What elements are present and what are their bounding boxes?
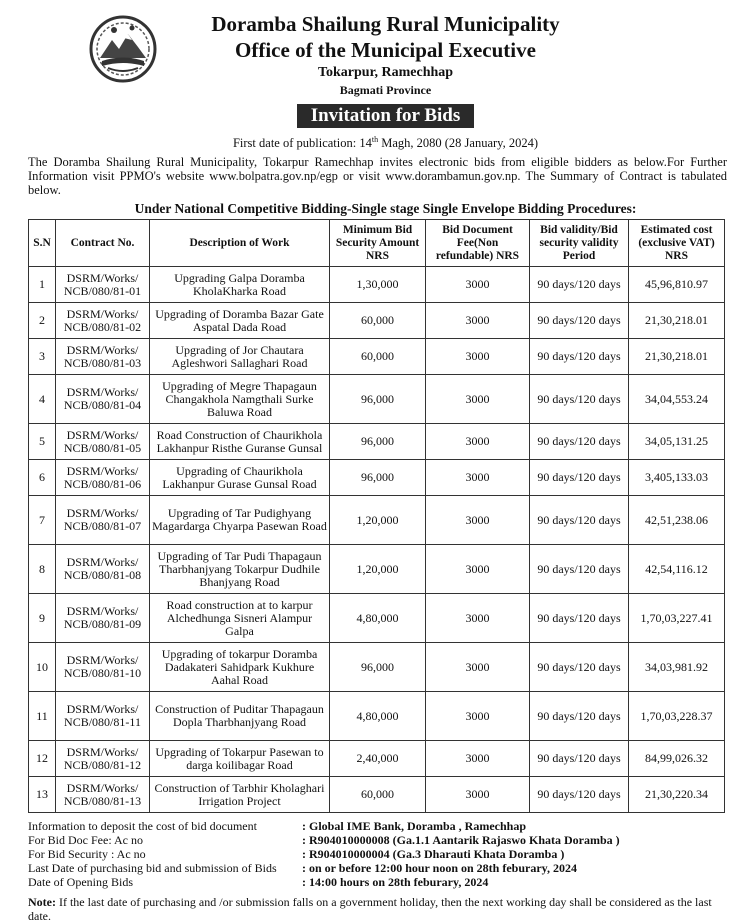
table-row (29, 267, 725, 303)
info-label: Last Date of purchasing bid and submission of Bids (28, 861, 277, 876)
cell-description: Road Construction of Chaurikhola Lakhanpur Risthe Guranse Gunsal (150, 424, 330, 460)
procedure-heading: Under National Competitive Bidding-Single stage Single Envelope Bidding Procedures: (134, 201, 637, 217)
cell-estimated-cost: 21,30,220.34 (629, 777, 725, 813)
cell-description: Upgrading of Tokarpur Pasewan to darga koilibagar Road (150, 741, 330, 777)
cell-description: Upgrading of Doramba Bazar Gate Aspatal Dada Road (150, 303, 330, 339)
info-row (28, 875, 751, 889)
cell-validity: 90 days/120 days (530, 424, 629, 460)
cell-doc-fee: 3000 (426, 303, 530, 339)
cell-bid-security: 1,20,000 (330, 496, 426, 545)
cell-description: Construction of Puditar Thapagaun Dopla Tharbhanjyang Road (150, 692, 330, 741)
cell-doc-fee: 3000 (426, 496, 530, 545)
header-contract-no: Contract No. (56, 220, 150, 267)
note (28, 895, 727, 923)
table-row (29, 777, 725, 813)
table-row (29, 424, 725, 460)
pub-date-prefix: First date of publication: 14 (232, 136, 372, 151)
cell-doc-fee: 3000 (426, 460, 530, 496)
cell-contract-no: DSRM/Works/ NCB/080/81-11 (56, 692, 150, 741)
cell-description: Upgrading of Tar Pudi Thapagaun Tharbhanjyang Tokarpur Dudhile Bhanjyang Road (150, 545, 330, 594)
cell-bid-security: 60,000 (330, 339, 426, 375)
info-row (28, 819, 751, 833)
info-value: : R904010000008 (Ga.1.1 Aantarik Rajaswo Khata Doramba ) (302, 833, 620, 848)
cell-bid-security: 4,80,000 (330, 692, 426, 741)
cell-sn: 10 (29, 643, 56, 692)
cell-validity: 90 days/120 days (530, 303, 629, 339)
intro-paragraph: The Doramba Shailung Rural Municipality, Tokarpur Ramechhap invites electronic bids from eligible bidders as below.For Further Information visit PPMO's website www.bolpatra.gov.np/egp or visit www.dorambamun.gov.np. The Summary of Contract is tabulated below. (28, 155, 727, 198)
cell-doc-fee: 3000 (426, 424, 530, 460)
cell-sn: 6 (29, 460, 56, 496)
table-row (29, 692, 725, 741)
cell-description: Upgrading of Jor Chautara Agleshwori Sallaghari Road (150, 339, 330, 375)
cell-description: Upgrading Galpa Doramba KholaKharka Road (150, 267, 330, 303)
cell-sn: 3 (29, 339, 56, 375)
note-text: If the last date of purchasing and /or submission falls on a government holiday, then the next working day shall be considered as the last date. (28, 895, 712, 923)
info-row (28, 861, 751, 875)
cell-bid-security: 60,000 (330, 303, 426, 339)
cell-doc-fee: 3000 (426, 741, 530, 777)
note-label: Note: (28, 895, 56, 910)
cell-estimated-cost: 42,54,116.12 (629, 545, 725, 594)
info-row (28, 847, 751, 861)
cell-contract-no: DSRM/Works/ NCB/080/81-03 (56, 339, 150, 375)
cell-validity: 90 days/120 days (530, 594, 629, 643)
header-sn: S.N (29, 220, 56, 267)
cell-doc-fee: 3000 (426, 545, 530, 594)
cell-sn: 13 (29, 777, 56, 813)
cell-validity: 90 days/120 days (530, 643, 629, 692)
cell-description: Construction of Tarbhir Kholaghari Irrigation Project (150, 777, 330, 813)
cell-sn: 7 (29, 496, 56, 545)
cell-estimated-cost: 1,70,03,228.37 (629, 692, 725, 741)
pub-date-sup: th (371, 135, 379, 144)
header-bid-security: Minimum Bid Security Amount NRS (330, 220, 426, 267)
cell-sn: 5 (29, 424, 56, 460)
cell-estimated-cost: 42,51,238.06 (629, 496, 725, 545)
pub-date-suffix: Magh, 2080 (28 January, 2024) (378, 136, 539, 151)
cell-sn: 4 (29, 375, 56, 424)
cell-estimated-cost: 3,405,133.03 (629, 460, 725, 496)
cell-contract-no: DSRM/Works/ NCB/080/81-07 (56, 496, 150, 545)
table-row (29, 496, 725, 545)
cell-doc-fee: 3000 (426, 267, 530, 303)
cell-doc-fee: 3000 (426, 375, 530, 424)
cell-contract-no: DSRM/Works/ NCB/080/81-04 (56, 375, 150, 424)
info-label: Date of Opening Bids (28, 875, 133, 890)
table-row (29, 594, 725, 643)
cell-sn: 11 (29, 692, 56, 741)
cell-sn: 1 (29, 267, 56, 303)
table-row (29, 460, 725, 496)
cell-bid-security: 1,30,000 (330, 267, 426, 303)
office-name: Office of the Municipal Executive (235, 38, 536, 62)
bank-info (28, 819, 751, 889)
info-label: For Bid Security : Ac no (28, 847, 146, 862)
cell-validity: 90 days/120 days (530, 267, 629, 303)
header (0, 0, 751, 100)
cell-contract-no: DSRM/Works/ NCB/080/81-13 (56, 777, 150, 813)
cell-contract-no: DSRM/Works/ NCB/080/81-05 (56, 424, 150, 460)
table-row (29, 375, 725, 424)
cell-contract-no: DSRM/Works/ NCB/080/81-06 (56, 460, 150, 496)
table-row (29, 643, 725, 692)
info-value: : 14:00 hours on 28th feburary, 2024 (302, 875, 489, 890)
info-row (28, 833, 751, 847)
cell-doc-fee: 3000 (426, 692, 530, 741)
page-title: Invitation for Bids (297, 104, 475, 128)
publication-date (0, 132, 751, 151)
table-row (29, 339, 725, 375)
cell-sn: 9 (29, 594, 56, 643)
cell-sn: 2 (29, 303, 56, 339)
cell-doc-fee: 3000 (426, 339, 530, 375)
cell-validity: 90 days/120 days (530, 460, 629, 496)
table-row (29, 303, 725, 339)
cell-validity: 90 days/120 days (530, 339, 629, 375)
cell-validity: 90 days/120 days (530, 496, 629, 545)
cell-sn: 12 (29, 741, 56, 777)
bids-table (28, 219, 725, 813)
cell-contract-no: DSRM/Works/ NCB/080/81-12 (56, 741, 150, 777)
header-doc-fee: Bid Document Fee(Non refundable) NRS (426, 220, 530, 267)
province: Bagmati Province (339, 83, 432, 97)
cell-bid-security: 1,20,000 (330, 545, 426, 594)
cell-bid-security: 96,000 (330, 460, 426, 496)
cell-bid-security: 60,000 (330, 777, 426, 813)
cell-description: Road construction at to karpur Alchedhunga Sisneri Alampur Galpa (150, 594, 330, 643)
info-value: : on or before 12:00 hour noon on 28th feburary, 2024 (302, 861, 578, 876)
location: Tokarpur, Ramechhap (317, 65, 454, 80)
header-estimated-cost: Estimated cost (exclusive VAT) NRS (629, 220, 725, 267)
cell-sn: 8 (29, 545, 56, 594)
cell-validity: 90 days/120 days (530, 741, 629, 777)
info-label: Information to deposit the cost of bid document (28, 819, 257, 834)
cell-bid-security: 2,40,000 (330, 741, 426, 777)
cell-bid-security: 4,80,000 (330, 594, 426, 643)
cell-description: Upgrading of Megre Thapagaun Changakhola Namgthali Surke Baluwa Road (150, 375, 330, 424)
info-value: : Global IME Bank, Doramba , Ramechhap (302, 819, 527, 834)
cell-description: Upgrading of Tar Pudighyang Magardarga Chyarpa Pasewan Road (150, 496, 330, 545)
cell-contract-no: DSRM/Works/ NCB/080/81-09 (56, 594, 150, 643)
cell-estimated-cost: 21,30,218.01 (629, 303, 725, 339)
cell-estimated-cost: 34,03,981.92 (629, 643, 725, 692)
municipality-name: Doramba Shailung Rural Municipality (211, 12, 560, 36)
cell-validity: 90 days/120 days (530, 692, 629, 741)
info-label: For Bid Doc Fee: Ac no (28, 833, 143, 848)
cell-estimated-cost: 1,70,03,227.41 (629, 594, 725, 643)
cell-bid-security: 96,000 (330, 424, 426, 460)
cell-doc-fee: 3000 (426, 777, 530, 813)
header-description: Description of Work (150, 220, 330, 267)
cell-description: Upgrading of tokarpur Doramba Dadakateri Sahidpark Kukhure Aahal Road (150, 643, 330, 692)
cell-estimated-cost: 21,30,218.01 (629, 339, 725, 375)
table-row (29, 545, 725, 594)
cell-contract-no: DSRM/Works/ NCB/080/81-01 (56, 267, 150, 303)
cell-doc-fee: 3000 (426, 643, 530, 692)
info-value: : R904010000004 (Ga.3 Dharauti Khata Doramba ) (302, 847, 565, 862)
table-header-row (29, 220, 725, 267)
header-validity: Bid validity/Bid security validity Period (530, 220, 629, 267)
cell-validity: 90 days/120 days (530, 375, 629, 424)
cell-contract-no: DSRM/Works/ NCB/080/81-10 (56, 643, 150, 692)
cell-estimated-cost: 84,99,026.32 (629, 741, 725, 777)
cell-doc-fee: 3000 (426, 594, 530, 643)
cell-validity: 90 days/120 days (530, 545, 629, 594)
cell-contract-no: DSRM/Works/ NCB/080/81-08 (56, 545, 150, 594)
cell-description: Upgrading of Chaurikhola Lakhanpur Gurase Gunsal Road (150, 460, 330, 496)
cell-estimated-cost: 34,04,553.24 (629, 375, 725, 424)
table-row (29, 741, 725, 777)
cell-bid-security: 96,000 (330, 643, 426, 692)
cell-estimated-cost: 45,96,810.97 (629, 267, 725, 303)
cell-bid-security: 96,000 (330, 375, 426, 424)
cell-validity: 90 days/120 days (530, 777, 629, 813)
cell-contract-no: DSRM/Works/ NCB/080/81-02 (56, 303, 150, 339)
cell-estimated-cost: 34,05,131.25 (629, 424, 725, 460)
